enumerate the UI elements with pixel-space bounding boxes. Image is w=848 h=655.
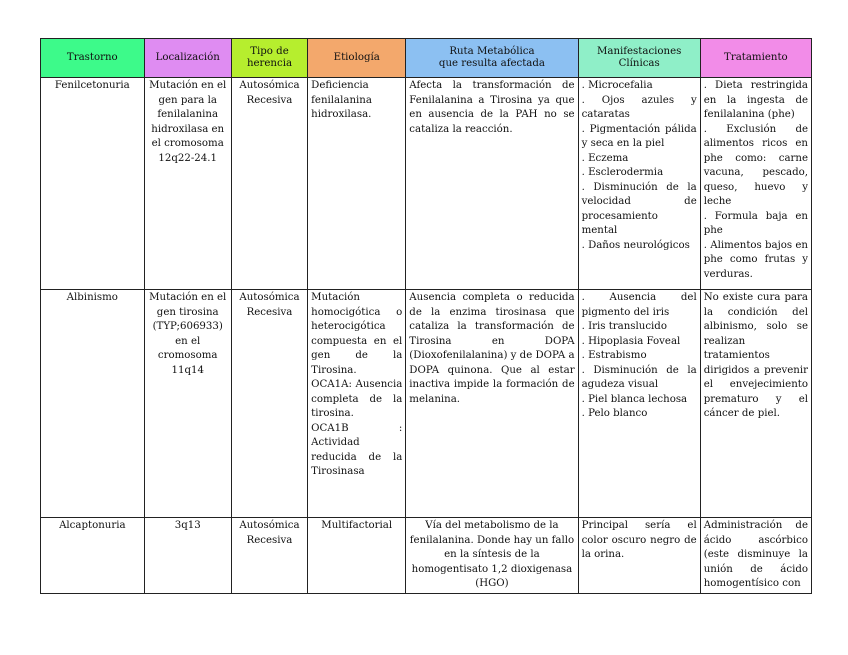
cell-trastorno: Fenilcetonuria: [41, 78, 145, 290]
cell-manifestaciones: . Ausencia del pigmento del iris . Iris translucido . Hipoplasia Foveal . Estrabismo . Disminución de la agudeza visual . Piel blanca lechosa . Pelo blanco: [578, 290, 700, 518]
cell-tratamiento: . Dieta restringida en la ingesta de fenilalanina (phe) . Exclusión de alimentos ricos en phe como: carne vacuna, pescado, queso, huevo y leche . Formula baja en phe . Alimentos bajos en phe como frutas y verduras.: [700, 78, 811, 290]
header-tratamiento: Tratamiento: [700, 39, 811, 78]
header-trastorno: Trastorno: [41, 39, 145, 78]
cell-localizacion: Mutación en el gen tirosina (TYP;606933) en el cromosoma 11q14: [144, 290, 231, 518]
cell-tratamiento: Administración de ácido ascórbico (este disminuye la unión de ácido homogentísico con: [700, 518, 811, 594]
cell-etiologia: Mutación homocigótica o heterocigótica compuesta en el gen de la Tirosina. OCA1A: Ausencia completa de la tirosina. OCA1B : Actividad reducida de la Tirosinasa: [308, 290, 406, 518]
cell-herencia: Autosómica Recesiva: [231, 78, 307, 290]
header-ruta: Ruta Metabólica que resulta afectada: [406, 39, 578, 78]
cell-trastorno: Albinismo: [41, 290, 145, 518]
cell-etiologia: Multifactorial: [308, 518, 406, 594]
cell-herencia: Autosómica Recesiva: [231, 518, 307, 594]
cell-ruta: Vía del metabolismo de la fenilalanina. Donde hay un fallo en la síntesis de la homogentisato 1,2 dioxigenasa (HGO): [406, 518, 578, 594]
cell-ruta: Ausencia completa o reducida de la enzima tirosinasa que cataliza la transformación de Tirosina en DOPA (Dioxofenilalanina) y de DOPA a DOPA quinona. Que al estar inactiva impide la formación de melanina.: [406, 290, 578, 518]
cell-manifestaciones: . Microcefalia . Ojos azules y cataratas . Pigmentación pálida y seca en la piel . Eczema . Esclerodermia . Disminución de la velocidad de procesamiento mental . Daños neurológicos: [578, 78, 700, 290]
table-row: [41, 290, 812, 518]
header-etiologia: Etiología: [308, 39, 406, 78]
header-herencia: Tipo de herencia: [231, 39, 307, 78]
header-manifestaciones: Manifestaciones Clínicas: [578, 39, 700, 78]
cell-etiologia: Deficiencia fenilalanina hidroxilasa.: [308, 78, 406, 290]
genetic-disorders-table: [40, 38, 812, 594]
table-row: [41, 518, 812, 594]
header-localizacion: Localización: [144, 39, 231, 78]
cell-herencia: Autosómica Recesiva: [231, 290, 307, 518]
cell-localizacion: Mutación en el gen para la fenilalanina hidroxilasa en el cromosoma 12q22-24.1: [144, 78, 231, 290]
table-row: [41, 78, 812, 290]
cell-trastorno: Alcaptonuria: [41, 518, 145, 594]
cell-manifestaciones: Principal sería el color oscuro negro de la orina.: [578, 518, 700, 594]
header-row: [41, 39, 812, 78]
cell-ruta: Afecta la transformación de Fenilalanina a Tirosina ya que en ausencia de la PAH no se cataliza la reacción.: [406, 78, 578, 290]
cell-tratamiento: No existe cura para la condición del albinismo, solo se realizan tratamientos dirigidos a prevenir el envejecimiento prematuro y el cáncer de piel.: [700, 290, 811, 518]
cell-localizacion: 3q13: [144, 518, 231, 594]
